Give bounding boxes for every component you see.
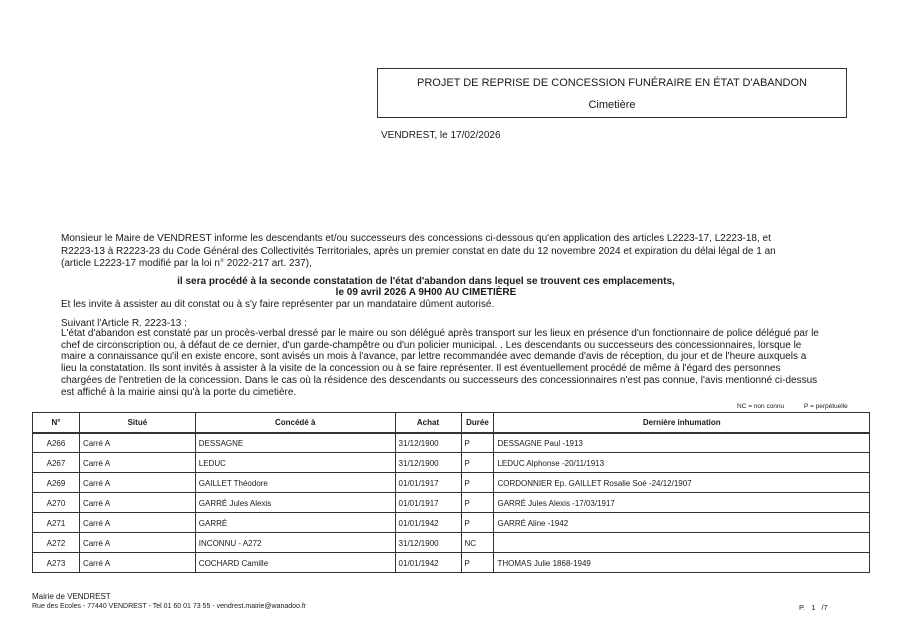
cell-inhumation: GARRÉ Aline -1942 — [494, 513, 870, 533]
header-concede: Concédé à — [195, 413, 395, 433]
cell-duree: P — [461, 493, 494, 513]
intro-paragraph: Monsieur le Maire de VENDREST informe les descendants et/ou successeurs des concessions ci-dessous qu'en application des articles L2223-17, L2223-18, et R2223-13 à R2223-23 du Code Général des Collectivités Territoriales, après un premier constat en date du 12 novembre 2024 et expiration du délai légal de 1 an (article L2223-17 modifié par la loi n° 2022-217 art. 237), — [61, 233, 776, 269]
cell-duree: P — [461, 513, 494, 533]
table-row — [33, 513, 870, 533]
cell-inhumation: CORDONNIER Ep. GAILLET Rosalie Soé -24/12/1907 — [494, 473, 870, 493]
cell-num: A273 — [33, 553, 80, 573]
cell-concede: COCHARD Camille — [195, 553, 395, 573]
cell-concede: GAILLET Théodore — [195, 473, 395, 493]
cell-duree: P — [461, 433, 494, 453]
cell-achat: 01/01/1942 — [395, 513, 461, 533]
cell-achat: 31/12/1900 — [395, 433, 461, 453]
cell-num: A269 — [33, 473, 80, 493]
document-title: PROJET DE REPRISE DE CONCESSION FUNÉRAIRE EN ÉTAT D'ABANDON — [416, 77, 808, 89]
cell-situe: Carré A — [79, 433, 195, 453]
page-number: P. 1 /7 — [799, 603, 828, 612]
cell-achat: 31/12/1900 — [395, 533, 461, 553]
concessions-table — [32, 412, 870, 573]
cell-num: A267 — [33, 453, 80, 473]
table-header-row — [33, 413, 870, 433]
cell-achat: 01/01/1917 — [395, 493, 461, 513]
document-subtitle: Cimetière — [588, 99, 636, 111]
article-text: L'état d'abandon est constaté par un procès-verbal dressé par le maire ou son délégué après transport sur les lieux en présence d'un fonctionnaire de police délégué par le chef de circonscription ou, à défaut de ce dernier, d'un garde-champêtre ou d'un policier municipal. . Les descendants ou successeurs des concessionnaires, lorsque le maire a connaissance qu'il en existe encore, sont avisés un mois à l'avance, par lettre recommandée avec demande d'avis de réception, du jour et de l'heure auxquels a lieu la constatation. Ils sont invités à assister à la visite de la concession ou à se faire représenter. Il est éventuellement procédé de même à l'égard des personnes chargées de l'entretien de la concession. Dans le cas où la résidence des descendants ou successeurs des concessionnaires n'est pas connue, l'avis mentionné ci-dessus est affiché à la mairie ainsi qu'à la porte du cimetière. — [61, 328, 819, 398]
cell-concede: INCONNU - A272 — [195, 533, 395, 553]
cell-inhumation: GARRÉ Jules Alexis -17/03/1917 — [494, 493, 870, 513]
cell-num: A271 — [33, 513, 80, 533]
header-achat: Achat — [395, 413, 461, 433]
header-duree: Durée — [461, 413, 494, 433]
table-row — [33, 473, 870, 493]
cell-achat: 01/01/1942 — [395, 553, 461, 573]
footer-address: Rue des Ecoles - 77440 VENDREST - Tel 01 60 01 73 55 - vendrest.mairie@wanadoo.fr — [32, 603, 307, 610]
cell-situe: Carré A — [79, 493, 195, 513]
cell-concede: GARRÉ — [195, 513, 395, 533]
header-num: N° — [33, 413, 80, 433]
cell-duree: P — [461, 453, 494, 473]
footer-mairie: Mairie de VENDREST — [32, 592, 111, 601]
announcement-line-2: le 09 avril 2026 A 9H00 AU CIMETIÈRE — [335, 287, 517, 298]
legend-p: P = perpétuelle — [804, 403, 848, 410]
cell-duree: P — [461, 473, 494, 493]
announcement-line-1: il sera procédé à la seconde constatation de l'état d'abandon dans lequel se trouvent ces emplacements, — [177, 276, 675, 287]
table-row — [33, 533, 870, 553]
legend-nc: NC = non connu — [737, 403, 785, 410]
cell-inhumation — [494, 533, 870, 553]
cell-duree: P — [461, 553, 494, 573]
cell-num: A272 — [33, 533, 80, 553]
table-row — [33, 493, 870, 513]
cell-concede: DESSAGNE — [195, 433, 395, 453]
cell-concede: LEDUC — [195, 453, 395, 473]
place-date: VENDREST, le 17/02/2026 — [381, 130, 501, 141]
table-row — [33, 553, 870, 573]
cell-num: A266 — [33, 433, 80, 453]
cell-num: A270 — [33, 493, 80, 513]
cell-situe: Carré A — [79, 473, 195, 493]
article-reference: Suivant l'Article R. 2223-13 : — [61, 318, 187, 329]
invitation-text: Et les invite à assister au dit constat ou à s'y faire représenter par un mandataire dûment autorisé. — [61, 299, 495, 310]
cell-duree: NC — [461, 533, 494, 553]
cell-achat: 01/01/1917 — [395, 473, 461, 493]
document-title-box — [377, 68, 847, 118]
cell-inhumation: LEDUC Alphonse -20/11/1913 — [494, 453, 870, 473]
cell-situe: Carré A — [79, 453, 195, 473]
header-inhumation: Dernière inhumation — [494, 413, 870, 433]
cell-inhumation: DESSAGNE Paul -1913 — [494, 433, 870, 453]
announcement — [61, 276, 791, 298]
table-row — [33, 433, 870, 453]
cell-achat: 31/12/1900 — [395, 453, 461, 473]
header-situe: Situé — [79, 413, 195, 433]
table-row — [33, 453, 870, 473]
cell-situe: Carré A — [79, 533, 195, 553]
cell-inhumation: THOMAS Julie 1868-1949 — [494, 553, 870, 573]
cell-situe: Carré A — [79, 513, 195, 533]
cell-concede: GARRÉ Jules Alexis — [195, 493, 395, 513]
cell-situe: Carré A — [79, 553, 195, 573]
